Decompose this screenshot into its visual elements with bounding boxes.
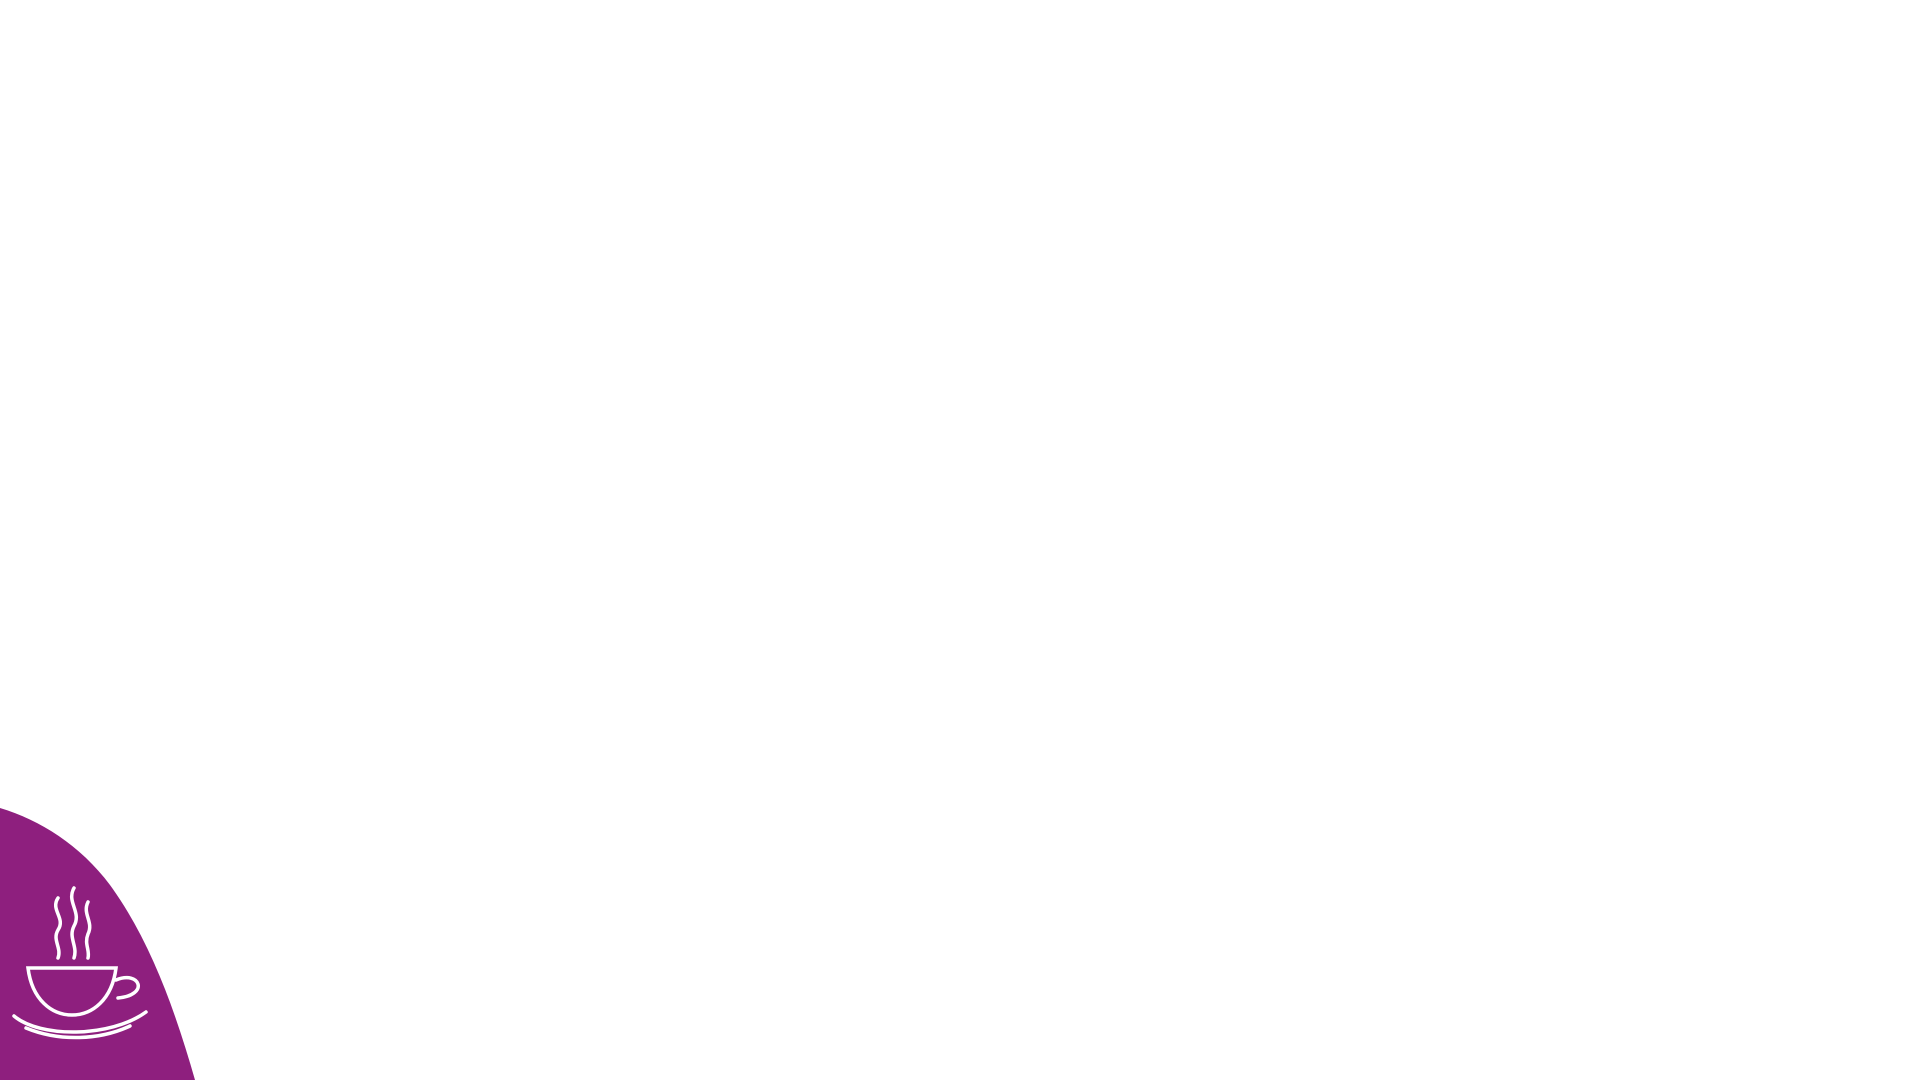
status-cell-14 bbox=[1050, 305, 1130, 432]
status-cell-13 bbox=[1050, 178, 1130, 305]
page-number-logo bbox=[0, 790, 200, 1080]
status-cell-16 bbox=[1050, 556, 1130, 667]
status-cell-15 bbox=[1050, 432, 1130, 556]
status-cell-18 bbox=[1050, 802, 1130, 960]
status-cell-17 bbox=[1050, 667, 1130, 802]
logo-purple-shape bbox=[0, 808, 195, 1080]
